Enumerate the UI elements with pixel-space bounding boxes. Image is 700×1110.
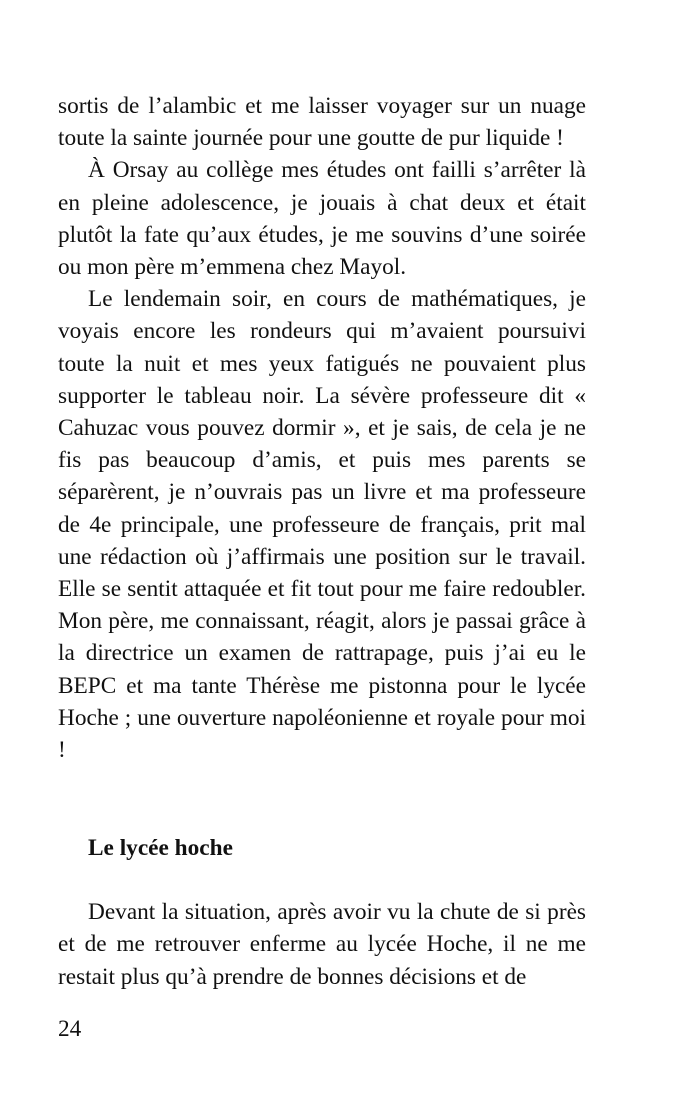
- paragraph-lendemain: Le lendemain soir, en cours de mathématiques, je voyais encore les rondeurs qui m’avaient poursuivi toute la nuit et mes yeux fatigués ne pouvaient plus supporter le tableau noir. La sévère professeure dit « Cahuzac vous pouvez dormir », et je sais, de cela je ne fis pas beaucoup d’amis, et puis mes parents se séparèrent, je n’ouvrais pas un livre et ma professeure de 4e principale, une professeure de français, prit mal une rédaction où j’affirmais une position sur le travail. Elle se sentit attaquée et fit tout pour me faire redoubler. Mon père, me connaissant, réagit, alors je passai grâce à la directrice un examen de rattrapage, puis j’ai eu le BEPC et ma tante Thérèse me pistonna pour le lycée Hoche ; une ouverture napoléonienne et royale pour moi !: [58, 286, 586, 764]
- page-body: [58, 90, 586, 993]
- paragraph-orsay: À Orsay au collège mes études ont failli s’arrêter là en pleine adolescence, je jouais à chat deux et était plutôt la fate qu’aux études, je me souvins d’une soirée ou mon père m’emmena chez Mayol.: [58, 157, 586, 281]
- section-title: Le lycée hoche: [88, 835, 233, 862]
- page-number: 24: [58, 1016, 82, 1042]
- paragraph-devant: Devant la situation, après avoir vu la chute de si près et de me retrouver enferme au lycée Hoche, il ne me restait plus qu’à prendre de bonnes décisions et de: [58, 899, 586, 990]
- paragraph-continuation: sortis de l’alambic et me laisser voyager sur un nuage toute la sainte journée pour une goutte de pur liquide !: [58, 93, 586, 152]
